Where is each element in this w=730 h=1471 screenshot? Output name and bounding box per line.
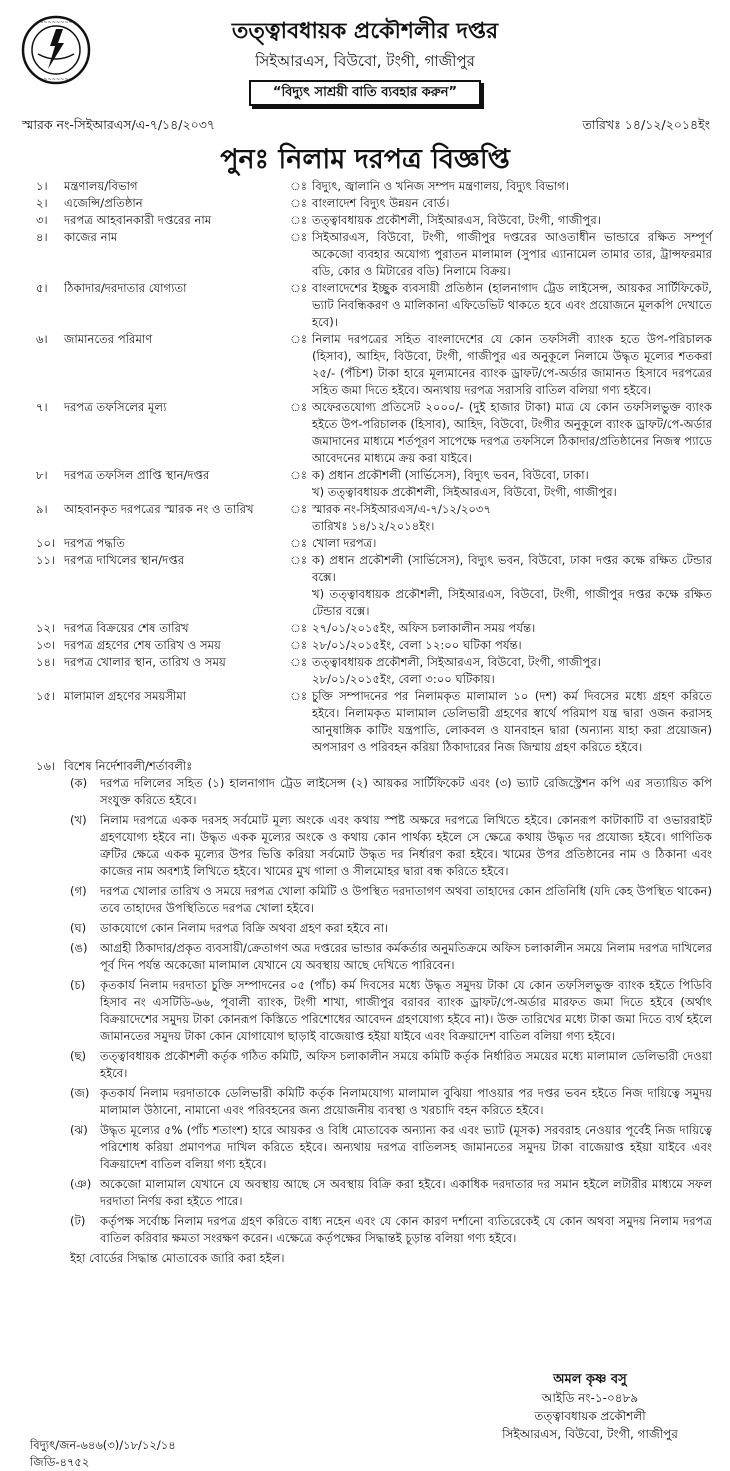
- item-value-line: তত্ত্বাবধায়ক প্রকৌশলী, সিইআরএস, বিউবো, টংগী, গাজীপুর।: [312, 213, 601, 227]
- item-value-line: খ) তত্ত্বাবধায়ক প্রকৌশলী, সিইআরএস, বিউবো, টংগী, গাজীপুর দপ্তর কক্ষে রক্ষিত টেন্ডার বক্সে।: [312, 587, 712, 618]
- memo-number: স্মারক নং-সিইআরএস/এ-৭/১৪/২০৩৭: [22, 117, 215, 132]
- signatory-designation: তত্ত্বাবধায়ক প্রকৌশলী: [534, 1409, 646, 1423]
- item-value: [312, 399, 712, 467]
- item-value: [312, 229, 712, 280]
- condition-mark: (গ): [70, 884, 87, 898]
- item-label: আহবানকৃত দরপত্রের স্মারক নং ও তারিখ: [64, 502, 254, 516]
- item-label: এজেন্সি/প্রতিষ্ঠান: [64, 196, 143, 210]
- item-colon: ঃ: [290, 502, 308, 516]
- item-number: ৭।: [36, 400, 48, 414]
- condition-mark: (ট): [70, 1214, 86, 1228]
- notice-item: [0, 280, 730, 331]
- item-label: জামানতের পরিমাণ: [64, 332, 153, 346]
- closing-statement: ইহা বোর্ডের সিদ্ধান্ত মোতাবেক জারি করা হইল।: [70, 1251, 285, 1265]
- condition-text: আগ্রহী ঠিকাদার/প্রকৃত ব্যবসায়ী/ক্রেতাগণ অত্র দপ্তরের ভান্ডার কর্মকর্তার অনুমতিক্রমে অফিস চলাকালীন সময়ে নিলাম দরপত্র দাখিলের পূর্ব দিন পর্যন্ত অকেজো মালামাল যেখানে যে অবস্থায় আছে দেখিতে পারিবেন।: [100, 941, 712, 972]
- item-value: [312, 178, 712, 195]
- notice-item: [0, 399, 730, 467]
- condition-text: অকেজো মালামাল যেখানে যে অবস্থায় আছে সে অবস্থায় বিক্রি করা হইবে। একাধিক দরদাতার দর সমান হইলে লটারীর মাধ্যমে সফল দরদাতা নির্ণয় করা হইতে পারে।: [100, 1177, 712, 1208]
- notice-item: [0, 195, 730, 212]
- item-value: [312, 331, 712, 399]
- condition-mark: (ছ): [70, 1049, 87, 1063]
- condition-mark: (ঙ): [70, 941, 88, 955]
- condition-item: [0, 940, 730, 974]
- memo-row: [22, 117, 710, 137]
- item-value: [312, 552, 712, 620]
- item-value-line: চুক্তি সম্পাদনের পর নিলামকৃত মালামাল ১০ (দশ) কর্ম দিবসের মধ্যে গ্রহণ করিতে হইবে। নিলামকৃত মালামাল ডেলিভারী গ্রহণের স্বার্থে পরিমাপ যন্ত্র দ্বারা ওজন করাসহ আনুষাঙ্গিক কাটিং যন্ত্রপাতি, লোকবল ও যানবাহন দ্বারা (অন্যান্য যাহা করা প্রয়োজন) অপসারণ ও পরিবহন করিয়া ঠিকাদারের নিজ জিম্মায় গ্রহণ করিতে হইবে।: [312, 689, 712, 754]
- item-number: ৯।: [36, 502, 48, 516]
- item-number: ৮।: [36, 468, 48, 482]
- notice-item: [0, 688, 730, 756]
- condition-mark: (ঞ): [70, 1177, 92, 1191]
- item-value: [312, 688, 712, 756]
- condition-mark: (খ): [70, 813, 87, 827]
- condition-text: নিলাম দরপত্রে একক দরসহ সর্বমোট মূল্য অংকে এবং কথায় স্পষ্ট অক্ষরে দরপত্রে লিখিতে হইবে। কোনরূপ কাটাকাটি বা ওভাররাইট গ্রহণযোগ্য হইবে না। উদ্ধৃত একক মূল্যের অংকে ও কথায় কোন পার্থক্য হইলে সে ক্ষেত্রে কথায় উদ্ধৃত দর প্রযোজ্য হইবে। গাণিতিক ত্রুটির ক্ষেত্রে একক মূল্যের উপর ভিত্তি করিয়া সর্বমোট উদ্ধৃত দর নির্ধারণ করা হইবে। খামের উপর প্রতিষ্ঠানের নাম ও ঠিকানা এবং কাজের নাম অবশ্যই লিখিতে হইবে। খামের মুখ গালা ও সীলমোহর দ্বারা বন্ধ করিতে হইবে।: [100, 813, 712, 878]
- item-colon: ঃ: [290, 468, 308, 482]
- item-colon: ঃ: [290, 553, 308, 567]
- svg-text:~~~~~~~~: ~~~~~~~~: [39, 77, 73, 83]
- condition-item: [0, 1176, 730, 1210]
- condition-text: কৃতকার্য নিলাম দরদাতা চুক্তি সম্পাদনের ০৫ (পাঁচ) কর্ম দিবসের মধ্যে উদ্ধৃত সমুদয় টাকা যে কোন তফসিলভুক্ত ব্যাংক হইতে পিডিবি হিসাব নং এসটিডি-৬৬, পূবালী ব্যাংক, টংগী শাখা, গাজীপুর বরাবর ব্যাংক ড্রাফট/পে-অর্ডার মারফত জমা দিতে হইবে (অর্থাৎ বিক্রয়াদেশের সমুদয় টাকা কোনরূপ কিস্তিতে পরিশোধের আবেদন গ্রহণযোগ্য হইবে না)। উক্ত তারিখের মধ্যে টাকা জমা দিতে ব্যর্থ হইলে জামানতের সমুদয় টাকা কোন যোগাযোগ ছাড়াই বাজেয়াপ্ত হইয়া যাইবে এবং বিক্রয়াদেশ বাতিল বলিয়া গণ্য হইবে।: [100, 978, 712, 1043]
- office-title: তত্ত্বাবধায়ক প্রকৌশলীর দপ্তর: [231, 19, 499, 44]
- slogan-box: “বিদ্যুৎ সাশ্রয়ী বাতি ব্যবহার করুন”: [249, 80, 481, 106]
- item-number: ১৫।: [36, 689, 56, 703]
- item-value-line: সিইআরএস, বিউবো, টংগী, গাজীপুর দপ্তরের আওতাধীন ভান্ডারে রক্ষিত সম্পূর্ণ অকেজো ব্যবহার অযোগ্য পুরাতন মালামাল (সুপার এ্যানামেল তামার তার, ট্রান্সফরমার বডি, কোর ও মিটারের বডি) নিলামে বিক্রয়।: [312, 230, 712, 278]
- condition-mark: (ঘ): [70, 921, 87, 935]
- item-value: [312, 535, 712, 552]
- item-colon: ঃ: [290, 332, 308, 346]
- item-value-line: স্মারক নং-সিইআরএস/এ-৭/১২/২০৩৭: [312, 502, 491, 516]
- item-label: মালামাল গ্রহণের সময়সীমা: [64, 689, 187, 703]
- item-label: দরপত্র খোলার স্থান, তারিখ ও সময়: [64, 655, 226, 669]
- notice-item: [0, 552, 730, 620]
- item-number: ৪।: [36, 230, 48, 244]
- item-colon: ঃ: [290, 179, 308, 193]
- item-value-line: ২৭/০১/২০১৫ইং, অফিস চলাকালীন সময় পর্যন্ত।: [312, 621, 536, 635]
- item-colon: ঃ: [290, 536, 308, 550]
- item-value-line: তত্ত্বাবধায়ক প্রকৌশলী, সিইআরএস, বিউবো, টংগী, গাজীপুর।: [312, 655, 601, 669]
- item-value-line: বাংলাদেশ বিদ্যুৎ উন্নয়ন বোর্ড।: [312, 196, 450, 210]
- item-value-line: তারিখঃ ১৪/১২/২০১৪ইং।: [312, 519, 435, 533]
- condition-text: ডাকযোগে কোন নিলাম দরপত্র বিক্রি অথবা গ্রহণ করা হইবে না।: [100, 921, 389, 935]
- footer-ref-gd: জিডি-৪৭৫২: [30, 1455, 90, 1469]
- item-label: দরপত্র তফসিলের মূল্য: [64, 400, 167, 414]
- notice-item: [0, 620, 730, 637]
- item-number: ১২।: [36, 621, 56, 635]
- condition-text: দরপত্র দলিলের সহিত (১) হালনাগাদ ট্রেড লাইসেন্স (২) আয়কর সার্টিফিকেট এবং (৩) ভ্যাট রেজিস্ট্রেশন কপি এর সত্যায়িত কপি সংযুক্ত করিতে হইবে।: [100, 776, 712, 807]
- item-value-line: ২৮/০১/২০১৫ইং, বেলা ৩:০০ ঘটিকায়।: [312, 672, 495, 686]
- item-label: কাজের নাম: [64, 230, 118, 244]
- notice-items: [0, 178, 730, 1267]
- item-label: দরপত্র পদ্ধতি: [64, 536, 125, 550]
- footer-refs: [30, 1437, 176, 1471]
- item-value: [312, 280, 712, 331]
- item-number: ৫।: [36, 281, 48, 295]
- item-value: [312, 501, 712, 535]
- item-value-line: খ) তত্ত্বাবধায়ক প্রকৌশলী, সিইআরএস, বিউবো, টংগী, গাজীপুর।: [312, 485, 617, 499]
- item-value: [312, 654, 712, 688]
- item-number: ১০।: [36, 536, 56, 550]
- item-value-line: নিলাম দরপত্রের সহিত বাংলাদেশের যে কোন তফসিলী ব্যাংক হতে উপ-পরিচালক (হিসাব), আহিদ, বিউবো, টংগী, গাজীপুর এর অনুকূলে নিলামে উদ্ধৃত মূল্যের শতকরা ২৫/- (পঁচিশ) টাকা হারে মূল্যমানের ব্যাংক ড্রাফট/পে-অর্ডার জামানত হিসাবে দরপত্রের সহিত জমা দিতে হইবে। অন্যথায় দরপত্র সরাসরি বাতিল বলিয়া গণ্য হইবে।: [312, 332, 712, 397]
- item-value-line: ক) প্রধান প্রকৌশলী (সার্ভিসেস), বিদ্যুৎ ভবন, বিউবো, ঢাকা দপ্তর কক্ষে রক্ষিত টেন্ডার বক্সে।: [312, 553, 712, 584]
- item-label: দরপত্র বিক্রয়ের শেষ তারিখ: [64, 621, 189, 635]
- condition-text: উদ্ধৃত মূল্যের ৫% (পাঁচ শতাংশ) হারে আয়কর ও বিধি মোতাবেক অন্যান্য কর এবং ভ্যাট (মূসক) সরবরাহ নেওয়ার পূর্বেই নিজ দায়িত্বে পরিশোধ করিয়া প্রমাণপত্র দাখিল করিতে হইবে। অন্যথায় দরপত্র বাতিলসহ জামানতের সমুদয় টাকা বাজেয়াপ্ত হইয়া যাইবে এবং বিক্রয়াদেশ বাতিল বলিয়া গণ্য হইবে।: [100, 1123, 712, 1171]
- item-number: ১১।: [36, 553, 56, 567]
- notice-item: [0, 501, 730, 535]
- condition-item: [0, 920, 730, 937]
- conditions-heading-row: [0, 758, 730, 775]
- item-label: মন্ত্রণালয়/বিভাগ: [64, 179, 138, 193]
- memo-date: তারিখঃ ১৪/১২/২০১৪ইং: [582, 117, 710, 132]
- item-colon: ঃ: [290, 638, 308, 652]
- item-number: ৬।: [36, 332, 48, 346]
- condition-item: [0, 812, 730, 880]
- item-label: দরপত্র আহবানকারী দপ্তরের নাম: [64, 213, 212, 227]
- signature-block: [470, 1371, 710, 1443]
- condition-mark: (ঝ): [70, 1123, 88, 1137]
- item-label: দরপত্র গ্রহণের শেষ তারিখ ও সময়: [64, 638, 221, 652]
- item-value-line: ক) প্রধান প্রকৌশলী (সার্ভিসেস), বিদ্যুৎ ভবন, বিউবো, ঢাকা।: [312, 468, 589, 482]
- item-colon: ঃ: [290, 621, 308, 635]
- item-value-line: ২৮/০১/২০১৫ইং, বেলা ১২:০০ ঘটিকা পর্যন্ত।: [312, 638, 522, 652]
- item-value-line: বাংলাদেশের ইচ্ছুক ব্যবসায়ী প্রতিষ্ঠান (হালনাগাদ ট্রেড লাইসেন্স, আয়কর সার্টিফিকেট, ভ্যাট নিবন্ধিকরণ ও মালিকানা এফিডেভিট থাকতে হবে এবং প্রয়োজনে মূলকপি দেখাতে হবে)।: [312, 281, 712, 329]
- item-value-line: বিদ্যুৎ, জ্বালানি ও খনিজ সম্পদ মন্ত্রণালয়, বিদ্যুৎ বিভাগ।: [312, 179, 570, 193]
- item-value: [312, 195, 712, 212]
- item-number: ৩।: [36, 213, 48, 227]
- item-label: দরপত্র দাখিলের স্থান/দপ্তর: [64, 553, 185, 567]
- item-value-line: খোলা দরপত্র।: [312, 536, 377, 550]
- notice-item: [0, 212, 730, 229]
- condition-item: [0, 977, 730, 1045]
- item-colon: ঃ: [290, 655, 308, 669]
- notice-item: [0, 229, 730, 280]
- condition-mark: (ক): [70, 776, 88, 790]
- notice-title: পুনঃ নিলাম দরপত্র বিজ্ঞপ্তি: [220, 144, 510, 175]
- item-colon: ঃ: [290, 213, 308, 227]
- item-colon: ঃ: [290, 230, 308, 244]
- condition-item: [0, 883, 730, 917]
- notice-item: [0, 178, 730, 195]
- condition-item: [0, 1122, 730, 1173]
- item-value: [312, 212, 712, 229]
- condition-text: কৃতকার্য নিলাম দরদাতাকে ডেলিভারী কমিটি কর্তৃক নিলামযোগ্য মালামাল বুঝিয়া পাওয়ার পর দপ্তর ভবন হইতে নিজ দায়িত্বে সমুদয় মালামাল উঠানো, নামানো এবং পরিবহনের জন্য প্রয়োজনীয় ব্যবস্থা ও খরচাদি বহন করিতে হইবে।: [100, 1086, 712, 1117]
- condition-item: [0, 1085, 730, 1119]
- item-value: [312, 637, 712, 654]
- item-colon: ঃ: [290, 281, 308, 295]
- item-colon: ঃ: [290, 689, 308, 703]
- item-label: ঠিকাদার/দরদাতার যোগ্যতা: [64, 281, 187, 295]
- notice-item: [0, 535, 730, 552]
- notice-item: [0, 654, 730, 688]
- conditions-heading: বিশেষ নির্দেশাবলী/শর্তাবলীঃ: [64, 759, 193, 773]
- item-number: ১৩।: [36, 638, 56, 652]
- item-number: ২।: [36, 196, 48, 210]
- item-number: ১।: [36, 179, 48, 193]
- condition-item: [0, 775, 730, 809]
- item-value: [312, 620, 712, 637]
- condition-mark: (চ): [70, 978, 86, 992]
- signatory-id: আইডি নং-১-০৪৮৯: [541, 1391, 639, 1405]
- item-value: [312, 467, 712, 501]
- notice-item: [0, 637, 730, 654]
- footer-ref-dfp: বিদ্যুৎ/জন-৬৪৬(৩)/১৮/১২/১৪: [30, 1438, 176, 1452]
- signatory-name: অমল কৃষ্ণ বসু: [553, 1372, 627, 1387]
- condition-text: কর্তৃপক্ষ সর্বোচ্চ নিলাম দরপত্র গ্রহণ করিতে বাধ্য নহেন এবং যে কোন কারণ দর্শানো ব্যতিরেকেই যে কোন অথবা সমুদয় নিলাম দরপত্র বাতিল করিবার ক্ষমতা সংরক্ষণ করেন। এক্ষেত্রে কর্তৃপক্ষের সিদ্ধান্তই চূড়ান্ত বলিয়া গণ্য হইবে।: [100, 1214, 712, 1245]
- condition-text: দরপত্র খোলার তারিখ ও সময়ে দরপত্র খোলা কমিটি ও উপস্থিত দরদাতাগণ অথবা তাহাদের কোন প্রতিনিধি (যদি কেহ উপস্থিত থাকেন) তবে তাহাদের উপস্থিতিতে দরপত্র খোলা হইবে।: [100, 884, 712, 915]
- condition-item: [0, 1213, 730, 1247]
- signatory-office: সিইআরএস, বিউবো, টংগী, গাজীপুর: [502, 1427, 678, 1441]
- item-label: দরপত্র তফসিল প্রাপ্তি স্থান/দপ্তর: [64, 468, 210, 482]
- office-address: সিইআরএস, বিউবো, টংগী, গাজীপুর: [255, 52, 475, 70]
- notice-item: [0, 467, 730, 501]
- item-value-line: অফেরতযোগ্য প্রতিসেট ২০০০/- (দুই হাজার টাকা) মাত্র যে কোন তফসিলভুক্ত ব্যাংক হইতে উপ-পরিচালক (হিসাব), আহিদ, বিউবো, টংগীর অনুকূলে ব্যাংক ড্রাফট/পে-অর্ডার জমাদানের মাধ্যমে শর্তপূরণ সাপেক্ষে দরপত্র তফসিলে ঠিকাদার/প্রতিষ্ঠানের নিজস্ব প্যাডে আবেদনের মাধ্যমে ক্রয় করা যাইবে।: [312, 400, 712, 465]
- item-number: ১৪।: [36, 655, 56, 669]
- notice-item: [0, 331, 730, 399]
- condition-text: তত্ত্বাবধায়ক প্রকৌশলী কর্তৃক গঠিত কমিটি, অফিস চলাকালীন সময়ে কমিটি কর্তৃক নির্ধারিত সময়ের মধ্যে মালামাল ডেলিভারী দেওয়া হইবে।: [100, 1049, 712, 1080]
- item-colon: ঃ: [290, 400, 308, 414]
- condition-mark: (জ): [70, 1086, 90, 1100]
- item-number: ১৬।: [36, 759, 56, 773]
- condition-item: [0, 1048, 730, 1082]
- item-colon: ঃ: [290, 196, 308, 210]
- svg-text:~~~~~~~~: ~~~~~~~~: [39, 20, 73, 26]
